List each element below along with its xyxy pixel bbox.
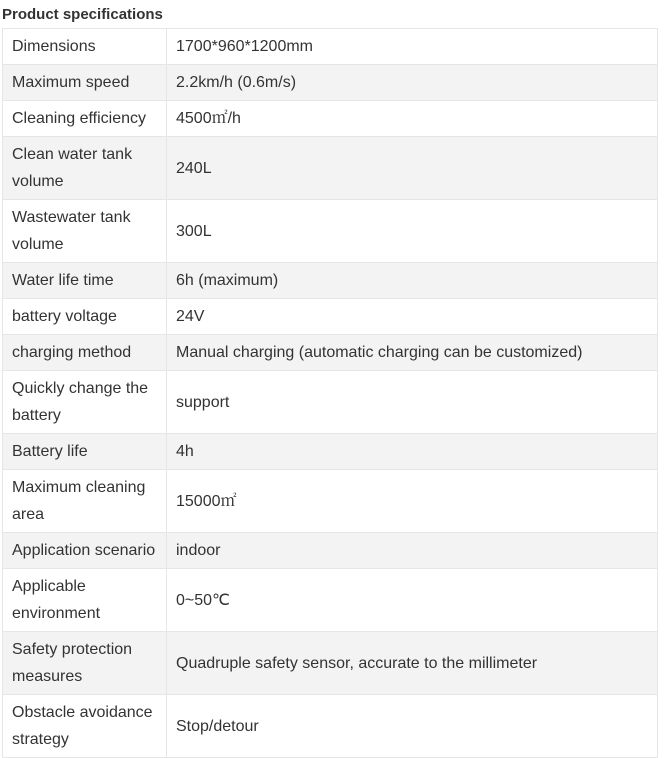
spec-value: Stop/detour (167, 695, 658, 758)
spec-value: Manual charging (automatic charging can be customized) (167, 335, 658, 371)
spec-label: charging method (3, 335, 167, 371)
specifications-table (2, 28, 658, 758)
table-row (3, 65, 658, 101)
spec-label: Safety protection measures (3, 632, 167, 695)
table-row (3, 695, 658, 758)
spec-label: Water life time (3, 263, 167, 299)
spec-value: 0~50℃ (167, 569, 658, 632)
spec-label: Application scenario (3, 533, 167, 569)
spec-value: 300L (167, 200, 658, 263)
table-row (3, 434, 658, 470)
spec-value: indoor (167, 533, 658, 569)
table-row (3, 263, 658, 299)
spec-label: Maximum cleaning area (3, 470, 167, 533)
spec-label: Maximum speed (3, 65, 167, 101)
spec-label: Applicable environment (3, 569, 167, 632)
table-row (3, 101, 658, 137)
section-title: Product specifications (2, 6, 163, 23)
spec-value: Quadruple safety sensor, accurate to the millimeter (167, 632, 658, 695)
spec-value: 4h (167, 434, 658, 470)
spec-label: Clean water tank volume (3, 137, 167, 200)
table-row (3, 569, 658, 632)
spec-label: Quickly change the battery (3, 371, 167, 434)
spec-value: 2.2km/h (0.6m/s) (167, 65, 658, 101)
spec-value: 15000㎡ (167, 470, 658, 533)
spec-value: 4500㎡/h (167, 101, 658, 137)
table-row (3, 29, 658, 65)
table-row (3, 470, 658, 533)
spec-label: Obstacle avoidance strategy (3, 695, 167, 758)
spec-value: 24V (167, 299, 658, 335)
spec-label: Wastewater tank volume (3, 200, 167, 263)
table-row (3, 299, 658, 335)
spec-value: 6h (maximum) (167, 263, 658, 299)
table-row (3, 200, 658, 263)
spec-value: 240L (167, 137, 658, 200)
spec-label: battery voltage (3, 299, 167, 335)
table-row (3, 335, 658, 371)
table-row (3, 371, 658, 434)
table-row (3, 137, 658, 200)
table-row (3, 533, 658, 569)
spec-value: 1700*960*1200mm (167, 29, 658, 65)
spec-label: Battery life (3, 434, 167, 470)
spec-value: support (167, 371, 658, 434)
spec-label: Dimensions (3, 29, 167, 65)
table-row (3, 632, 658, 695)
spec-label: Cleaning efficiency (3, 101, 167, 137)
